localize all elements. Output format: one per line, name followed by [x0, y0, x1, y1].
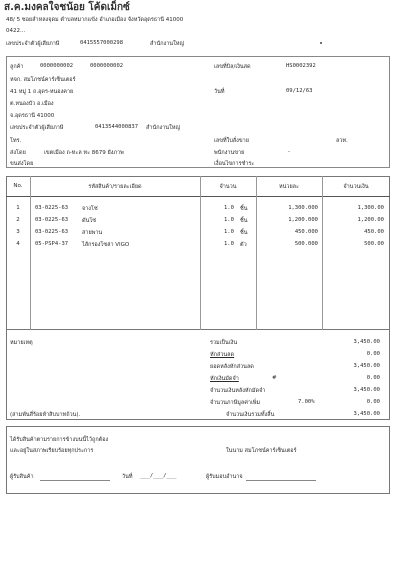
vat-label: จำนวนภาษีมูลค่าเพิ่ม [210, 400, 261, 406]
company-taxid-label: เลขประจำตัวผู้เสียภาษี [6, 41, 60, 47]
received-line-1: ได้รับสินค้าตามรายการข้างบนนี้ไว้ถูกต้อง [10, 437, 109, 443]
order-label: เลขที่ใบสั่งขาย [214, 138, 249, 144]
receiver-label: ผู้รับสินค้า [10, 474, 34, 480]
row-price: 1,200.000 [288, 217, 318, 223]
grand-total-label: จำนวนเงินรวมทั้งสิ้น [226, 412, 275, 418]
sendby-label: ส่งโดย [10, 150, 26, 156]
speck [320, 42, 322, 44]
col-divider [322, 176, 323, 330]
row-qty: 1.0 [224, 241, 234, 247]
row-price: 500.000 [294, 241, 318, 247]
sendby-value: เขตเมือง ถ-ทะล ทะ 8679 ยังภาพ [44, 150, 124, 156]
vat-value: 0.00 [366, 399, 380, 405]
row-amount: 1,300.00 [357, 205, 384, 211]
col-header-price: หน่วยละ [278, 184, 300, 190]
receiver-date-blank: ___/___/___ [140, 473, 177, 479]
discount-value: 0.00 [366, 351, 380, 357]
col-header-desc: รหัสสินค้า/รายละเอียด [88, 184, 142, 190]
row-no: 2 [16, 217, 20, 223]
deposit-label: หักเงินมัดจำ [210, 376, 239, 382]
col-header-amount: จำนวนเงิน [343, 184, 369, 190]
total-value: 3,450.00 [353, 339, 380, 345]
row-code: 03-0225-63 [35, 205, 69, 211]
shipping-label: ขนส่งโดย [10, 161, 34, 167]
date-value: 09/12/63 [286, 88, 313, 94]
total-label: รวมเป็นเงิน [210, 340, 238, 346]
deposit-value: 0.00 [366, 375, 380, 381]
discount-label: หักส่วนลด [210, 352, 235, 358]
salesman-value: - [288, 149, 290, 155]
customer-code-value-2: 0000000002 [90, 63, 124, 69]
col-header-no: No. [13, 183, 23, 189]
row-code: 03-0225-63 [35, 217, 69, 223]
row-no: 1 [16, 205, 20, 211]
row-amount: 1,200.00 [357, 217, 384, 223]
row-desc: ดันโซ่ [82, 218, 97, 224]
company-address-2: 0422... [6, 28, 26, 34]
customer-code-label: ลูกค้า [10, 64, 24, 70]
customer-taxid-value: 0413544000837 [95, 124, 139, 130]
vat-rate: 7.00% [298, 399, 315, 405]
row-qty: 1.0 [224, 217, 234, 223]
row-unit: ตัว [240, 242, 247, 248]
row-qty: 1.0 [224, 205, 234, 211]
company-branch: สำนักงานใหญ่ [150, 41, 185, 47]
receiver-date-label: วันที่ [122, 474, 133, 480]
terms-label: เงื่อนไขการชำระ [214, 161, 255, 167]
row-qty: 1.0 [224, 229, 234, 235]
customer-branch: สำนักงานใหญ่ [146, 125, 181, 131]
after-discount-label: ยอดหลังหักส่วนลด [210, 364, 254, 370]
col-divider [256, 176, 257, 330]
after-deposit-label: จำนวนเงินหลังหักมัดจำ [210, 388, 266, 394]
on-behalf-label: ในนาม สมโภชน์คาร์เซ็นเตอร์ [226, 448, 297, 454]
row-price: 1,300.000 [288, 205, 318, 211]
amount-in-words: (สามพันสี่ร้อยห้าสิบบาทถ้วน). [10, 412, 81, 418]
deposit-hash: # [272, 375, 277, 381]
row-unit: ชิ้น [240, 206, 248, 212]
row-code: 05-PSP4-37 [35, 241, 69, 247]
salesman-label: พนักงานขาย [214, 150, 245, 156]
remark-label: หมายเหตุ [10, 340, 33, 346]
row-amount: 450.00 [364, 229, 384, 235]
authorized-label: ผู้รับมอบอำนาจ [206, 474, 243, 480]
company-taxid-value: 0415557000298 [80, 40, 124, 46]
receiver-signature-line [40, 480, 110, 481]
items-table [6, 176, 390, 330]
customer-address-3: จ.อุดรธานี 41000 [10, 113, 55, 119]
date-label: วันที่ [214, 89, 225, 95]
customer-taxid-label: เลขประจำตัวผู้เสียภาษี [10, 125, 64, 131]
after-deposit-value: 3,450.00 [353, 387, 380, 393]
row-desc: สายพาน [82, 230, 103, 236]
customer-code-value: 0000000002 [40, 63, 74, 69]
received-line-2: และอยู่ในสภาพเรียบร้อยทุกประการ [10, 448, 94, 454]
row-no: 3 [16, 229, 20, 235]
row-amount: 500.00 [364, 241, 384, 247]
docno-label: เลขที่บิล/เงินสด [214, 64, 251, 70]
customer-address-1: 41 หมู่ 1 ถ.อุดร-หนองคาย [10, 89, 74, 95]
col-divider [200, 176, 201, 330]
docno-value: HS0002392 [286, 63, 316, 69]
company-name: ส.ค.มงคลใจชน้อย โค้ดเม็กซ์ [4, 2, 130, 13]
table-header-divider [6, 196, 390, 197]
col-header-qty: จำนวน [219, 184, 237, 190]
grand-total-value: 3,450.00 [353, 411, 380, 417]
row-unit: ชิ้น [240, 218, 248, 224]
authorized-signature-line [246, 480, 316, 481]
row-desc: ไส้กรองโซล่า VIGO [82, 242, 130, 248]
row-code: 03-0225-63 [35, 229, 69, 235]
customer-name: หจก. สมโภชน์คาร์เซ็นเตอร์ [10, 77, 76, 83]
row-price: 450.000 [294, 229, 318, 235]
order-value: ลวท. [336, 138, 348, 144]
after-discount-value: 3,450.00 [353, 363, 380, 369]
customer-address-2: ต.หนองบัว อ.เมือง [10, 101, 54, 107]
row-desc: จางโซ่ [82, 206, 98, 212]
company-address: 48/ 5 ซอยลำหลงจุดม ตำบลหมากแข้ง อำเภอเมือง จังหวัดอุดรธานี 41000 [6, 17, 184, 23]
row-no: 4 [16, 241, 20, 247]
row-unit: ชิ้น [240, 230, 248, 236]
col-divider [30, 176, 31, 330]
customer-phone-label: โทร. [10, 138, 22, 144]
